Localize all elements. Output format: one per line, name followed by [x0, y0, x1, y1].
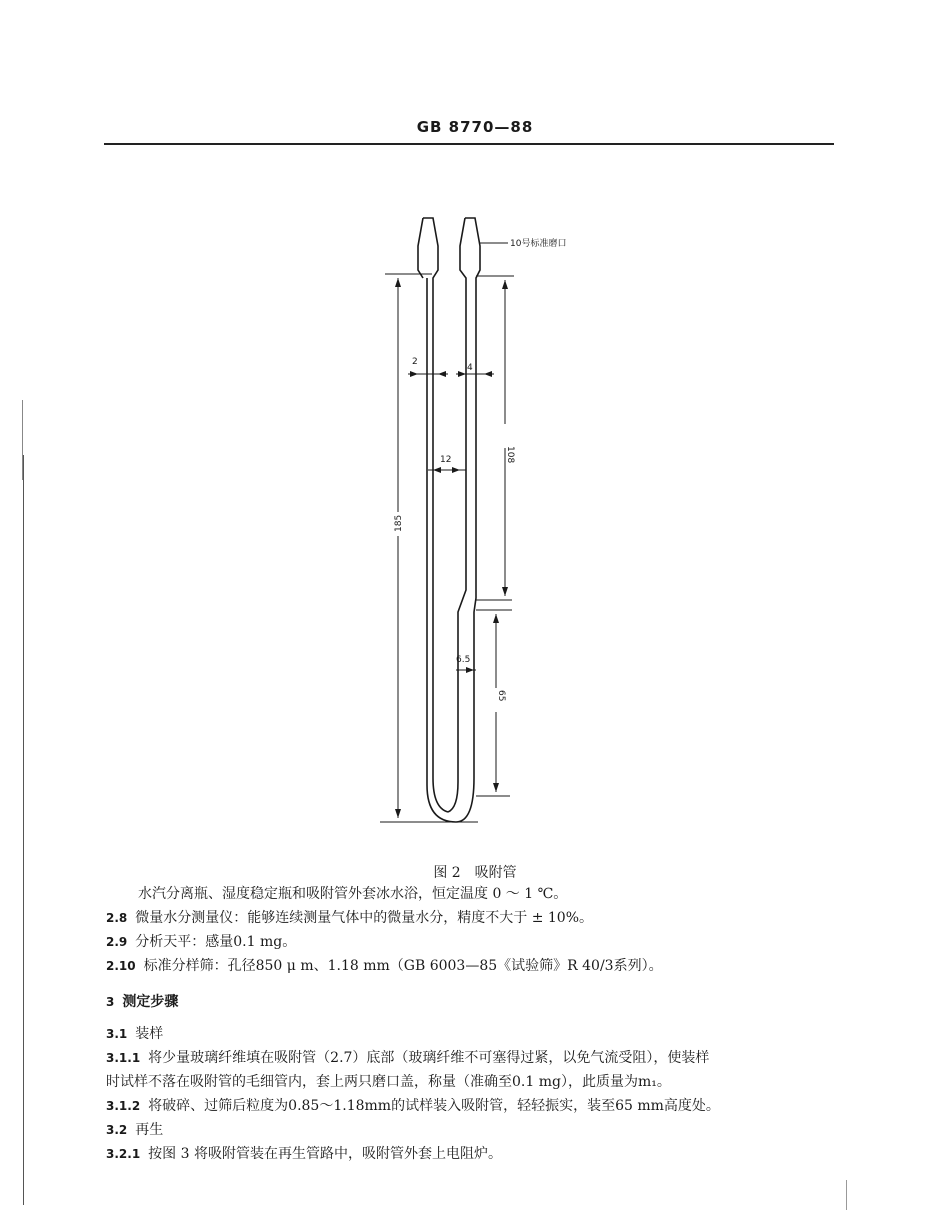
right-cone — [456, 218, 480, 822]
dim-65-label: 65 — [496, 690, 506, 702]
section-text: 将破碎、过筛后粒度为0.85～1.18mm的试样装入吸附管，轻轻振实，装至65 mm高度处。 — [148, 1098, 720, 1114]
section-number: 3.1.1 — [106, 1051, 141, 1065]
section-3-1-1-continued: 时试样不落在吸附管的毛细管内，套上两只磨口盖，称量（准确至0.1 mg），此质量为m₁。 — [106, 1074, 671, 1090]
arrow — [493, 614, 499, 623]
section-number: 2.9 — [106, 935, 128, 949]
right-cone-inner — [448, 218, 466, 812]
section-text: 将少量玻璃纤维填在吸附管（2.7）底部（玻璃纤维不可塞得过紧，以免气流受阻），使装样 — [148, 1050, 710, 1066]
arrow — [458, 371, 466, 377]
section-number: 3.2.1 — [106, 1147, 141, 1161]
dim-108-label: 108 — [505, 446, 515, 464]
section-number: 3 — [106, 995, 115, 1009]
section-text: 微量水分测量仪：能够连续测量气体中的微量水分，精度不大于 ± 10%。 — [135, 910, 594, 926]
page-header-title: GB 8770—88 — [416, 118, 534, 136]
dim-4-label: 4 — [467, 363, 473, 373]
section-3-1-1 — [106, 1048, 709, 1068]
arrow — [466, 667, 474, 673]
section-3-1-2 — [106, 1096, 720, 1116]
section-number: 2.8 — [106, 911, 128, 925]
arrow — [502, 280, 508, 289]
section-heading-text: 测定步骤 — [122, 994, 179, 1010]
section-text: 标准分样筛：孔径850 μ m、1.18 mm（GB 6003—85《试验筛》R 40/3系列）。 — [143, 958, 663, 974]
section-3-2 — [106, 1120, 163, 1140]
section-text: 按图 3 将吸附管装在再生管路中，吸附管外套上电阻炉。 — [148, 1146, 502, 1162]
section-3-2-1 — [106, 1144, 502, 1164]
section-text: 装样 — [135, 1026, 164, 1042]
section-number: 2.10 — [106, 959, 136, 973]
scan-edge-mark — [23, 455, 24, 1205]
section-number: 3.1 — [106, 1027, 128, 1041]
arrow — [452, 467, 460, 473]
section-2-10 — [106, 956, 663, 976]
dim-12-label: 12 — [440, 455, 452, 465]
arrow — [395, 809, 401, 818]
section-text: 分析天平：感量0.1 mg。 — [135, 934, 297, 950]
arrow — [493, 783, 499, 792]
section-text: 再生 — [135, 1122, 164, 1138]
scan-edge-mark — [846, 1180, 847, 1210]
section-number: 3.2 — [106, 1123, 128, 1137]
dim-6.5-label: 6.5 — [456, 655, 471, 665]
dim-2-label: 2 — [412, 357, 418, 367]
arrow — [410, 371, 418, 377]
adsorption-tube-diagram — [360, 200, 630, 840]
left-cone-left — [418, 218, 423, 278]
section-2-9 — [106, 932, 296, 952]
left-arm-inner — [427, 278, 456, 822]
arrow — [438, 371, 446, 377]
ground-joint-label: 10号标准磨口 — [510, 239, 567, 249]
dim-185-label: 185 — [394, 514, 404, 532]
arrow — [433, 467, 441, 473]
arrow — [395, 278, 401, 287]
section-3-1 — [106, 1024, 163, 1044]
section-3-heading — [106, 992, 178, 1012]
figure-caption: 图 2 吸附管 — [433, 865, 517, 881]
section-number: 3.1.2 — [106, 1099, 141, 1113]
paragraph-line: 水汽分离瓶、湿度稳定瓶和吸附管外套冰水浴，恒定温度 0 ～ 1 ℃。 — [138, 886, 568, 902]
section-2-8 — [106, 908, 593, 928]
arrow — [502, 587, 508, 596]
header-divider — [104, 143, 834, 145]
arrow — [484, 371, 492, 377]
